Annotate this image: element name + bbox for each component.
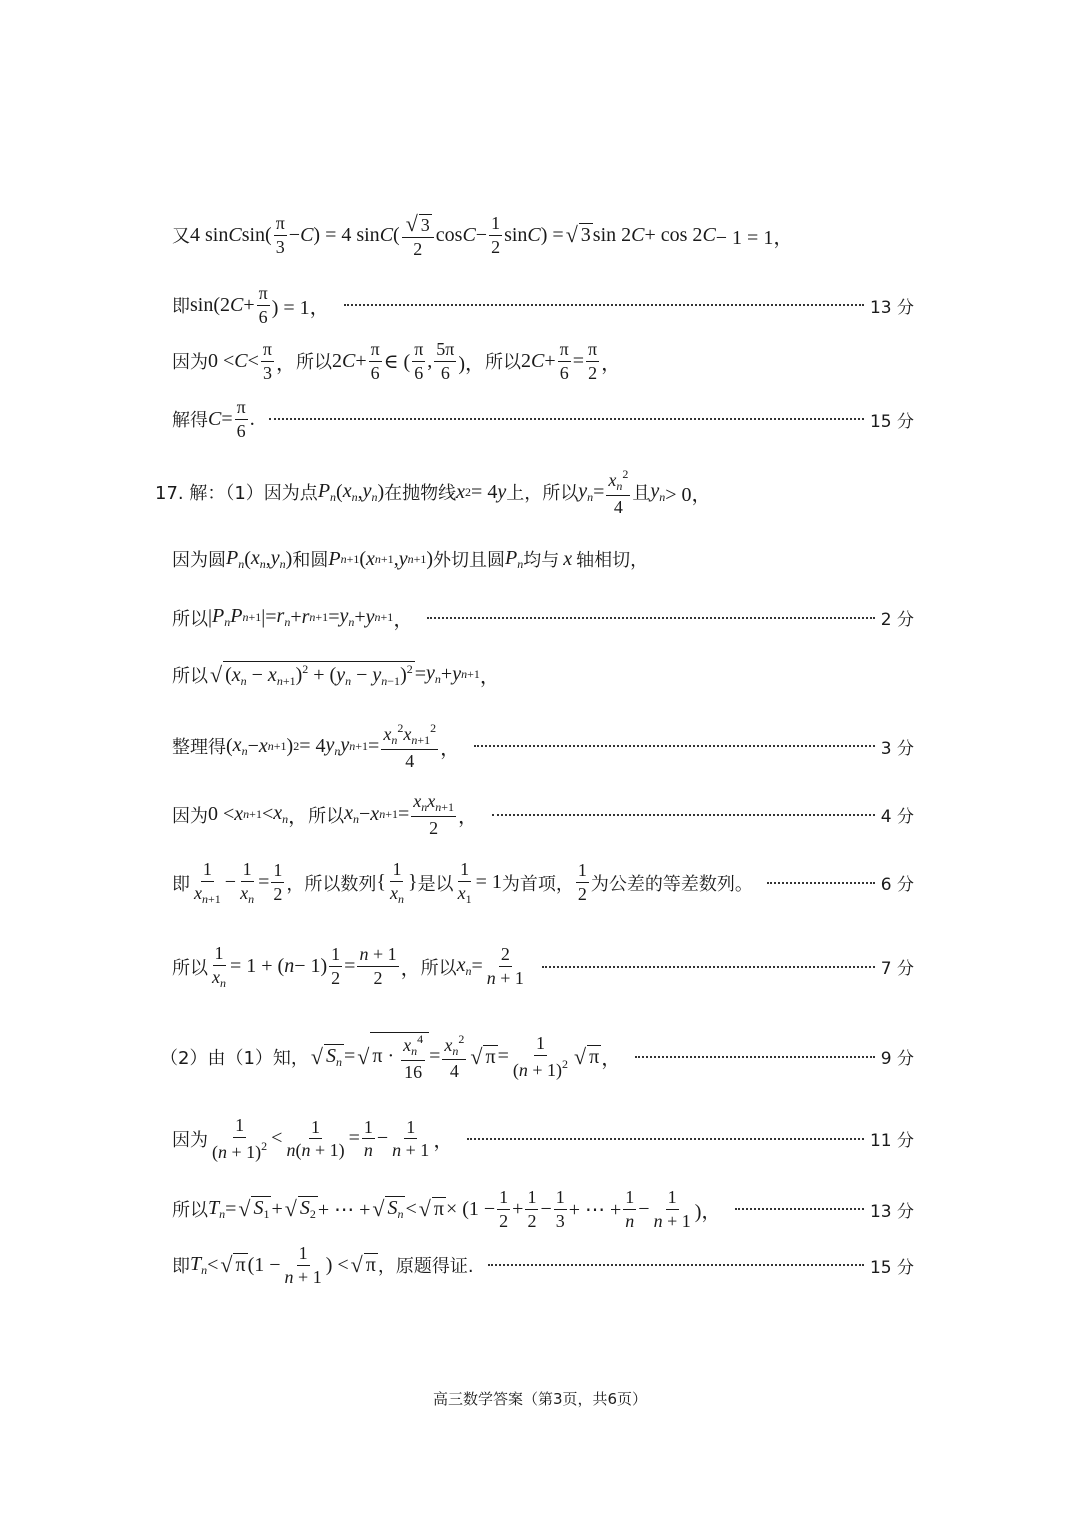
text-suoyi: 所以	[420, 957, 457, 979]
solution-line-12: 所以 $\frac{1}{x_n}$ = 1 + ( n − 1) $\frac{1}{2}$ = $\frac{n + 1}{2}$ ， 所以 $x_n$ = $\frac{2}{n + 1}$ 7 分	[172, 943, 914, 990]
text-ji: 即	[172, 296, 190, 318]
score-label: 15 分	[869, 411, 914, 432]
dot-leader	[344, 304, 864, 306]
solution-line-16: 即 $T_n$ < √ π (1 − $\frac{1}{n + 1}$ ) < √ π ，原题得证. 15 分	[172, 1243, 914, 1287]
score-label: 9 分	[880, 1049, 914, 1070]
solution-line-2: 即 sin(2 C + $\frac{\pi}{6}$ ) = 1， 13 分	[172, 283, 914, 327]
solution-line-8: 所以 √ $(x_n - x_{n+1})^2 + (y_n - y_{n-1})^2$ = $y_n$ + y n+1 ，	[172, 661, 500, 688]
text-suoyi: 所以	[172, 608, 208, 630]
solution-line-13: （2）由（1）知， √ $S_n$ = √ π · $\frac{x_n^4}{16}$ = $\frac{x_n^2}{4}$ √ π = $\frac{1}{(n + 1)^2}$ √ π ， 9 分	[160, 1031, 914, 1082]
dot-leader	[427, 617, 874, 619]
text-zhengli: 整理得	[172, 737, 226, 759]
text-suoyi: 所以	[172, 1200, 208, 1222]
score-label: 7 分	[880, 959, 914, 980]
dot-leader	[542, 966, 875, 968]
dot-leader	[635, 1056, 875, 1058]
text-suoyi: 所以	[308, 805, 345, 827]
score-label: 13 分	[869, 1201, 914, 1222]
dot-leader	[767, 882, 875, 884]
text-qie: 且	[632, 483, 651, 505]
solution-line-3: 因为 0 < C < $\frac{\pi}{3}$ ， 所以 2 C + $\frac{\pi}{6}$ ∈ ( $\frac{\pi}{6}$ , $\frac{5\pi}{6}$ )， 所以 2 C + $\frac{\pi}{6}$ = $\frac{\pi}{2}$ ，	[172, 339, 622, 383]
score-label: 6 分	[880, 875, 914, 896]
score-label: 11 分	[869, 1131, 914, 1152]
part-2-heading: （2）由（1）知，	[160, 1047, 309, 1069]
dot-leader	[467, 1138, 864, 1140]
text-axis-tangent: 轴相切，	[576, 550, 649, 571]
text-ji: 即	[172, 1256, 190, 1278]
solution-line-4: 解得 C = $\frac{\pi}{6}$ . 15 分	[172, 397, 914, 441]
text-and-circle: 和圆	[292, 550, 329, 571]
text-both-tangent: 均与	[523, 550, 560, 571]
text-first-term: 为首项，	[501, 873, 574, 895]
score-label: 3 分	[880, 738, 914, 759]
text-suoyi: 所以	[172, 665, 208, 687]
score-label: 2 分	[880, 610, 914, 630]
text-shiyi: 是以	[417, 873, 454, 895]
solution-line-5: 17. 解：（1）因为点 $P_n$ ( $x_n$ , $y_n$ ) 在抛物线 x 2 = 4 y 上，所以 $y_n$ = $\frac{x_n^2}{4}$ 且 $y_n$ > 0，	[155, 467, 712, 517]
text-shang-suoyi: 上，所以	[506, 483, 579, 505]
dot-leader	[269, 418, 864, 420]
score-label: 4 分	[880, 807, 914, 828]
solution-line-15: 所以 $T_n$ = √ $S_1$ + √ $S_2$ + ⋯ + √ $S_n$ < √ π × (1 − $\frac{1}{2}$ + $\frac{1}{2}$ − $\frac{1}{3}$ + ⋯ + $\frac{1}{n}$ − $\frac{1}{n + 1}$ )， 13 分	[172, 1187, 914, 1231]
solution-line-9: 整理得 ( $x_n$ − x n+1 ) 2 = 4 $y_ny$ n+1 = $\frac{x_n^2x_{n+1}^2}{4}$ ， 3 分	[172, 721, 914, 771]
text-tangent: 外切且圆	[433, 550, 506, 571]
text-suoyi: 所以	[485, 352, 522, 374]
text-circle1: 因为圆	[172, 550, 226, 571]
text-you: 又	[172, 226, 190, 248]
text-yinwei: 因为	[172, 1129, 208, 1151]
solution-line-7: 所以 | $P_nP$ n+1 |= $r_n$ + r n+1 = $y_n$ + y n+1 ， 2 分	[172, 605, 914, 631]
dot-leader	[492, 814, 875, 816]
dot-leader	[488, 1264, 864, 1266]
dot-leader	[735, 1208, 864, 1210]
page-footer: 高三数学答案（第3页，共6页）	[432, 1390, 648, 1408]
text-jiede: 解得	[172, 410, 208, 432]
text-on-parabola: 在抛物线	[384, 483, 457, 505]
problem-17-heading: 17. 解：（1）因为点	[155, 483, 318, 505]
score-label: 15 分	[869, 1257, 914, 1278]
solution-line-6: 因为圆 $P_n$ ( $x_n$ , $y_n$ ) 和圆 P n+1 ( x n+1 , y n+1 ) 外切且圆 $P_n$ 均与 x 轴相切，	[172, 546, 649, 571]
text-yinwei: 因为	[172, 352, 208, 374]
dot-leader	[474, 745, 875, 747]
text-proved: ，原题得证.	[377, 1256, 474, 1278]
text-seq-is: ，所以数列	[286, 873, 377, 895]
text-yinwei: 因为	[172, 805, 208, 827]
text-common-diff: 为公差的等差数列。	[590, 873, 753, 895]
solution-line-14: 因为 $\frac{1}{(n + 1)^2}$ < $\frac{1}{n(n + 1)}$ = $\frac{1}{n}$ − $\frac{1}{n + 1}$ ， 11 分	[172, 1115, 914, 1162]
score-label: 13 分	[869, 297, 914, 318]
solution-line-11: 即 $\frac{1}{x_{n+1}}$ − $\frac{1}{x_n}$ = $\frac{1}{2}$ ，所以数列 { $\frac{1}{x_n}$ } 是以 $\frac{1}{x_1}$ = 1 为首项， $\frac{1}{2}$ 为公差的等差数列。 6 分	[172, 859, 914, 906]
solution-line-1: 又 4 sin C sin( $\frac{\pi}{3}$ − C ) = 4 sin C ( $\frac{√ 3}{2}$ cos C − $\frac{1}{2}$ sin C ) = √ 3 sin 2 C + cos 2 C − 1 = 1，	[172, 211, 794, 260]
text-suoyi: 所以	[296, 352, 332, 374]
text-ji: 即	[172, 873, 190, 895]
solution-line-10: 因为 0 < x n+1 < $x_n$ ， 所以 $x_n$ − x n+1 = $\frac{x_nx_{n+1}}{2}$ ， 4 分	[172, 791, 914, 838]
text-suoyi: 所以	[172, 957, 208, 979]
